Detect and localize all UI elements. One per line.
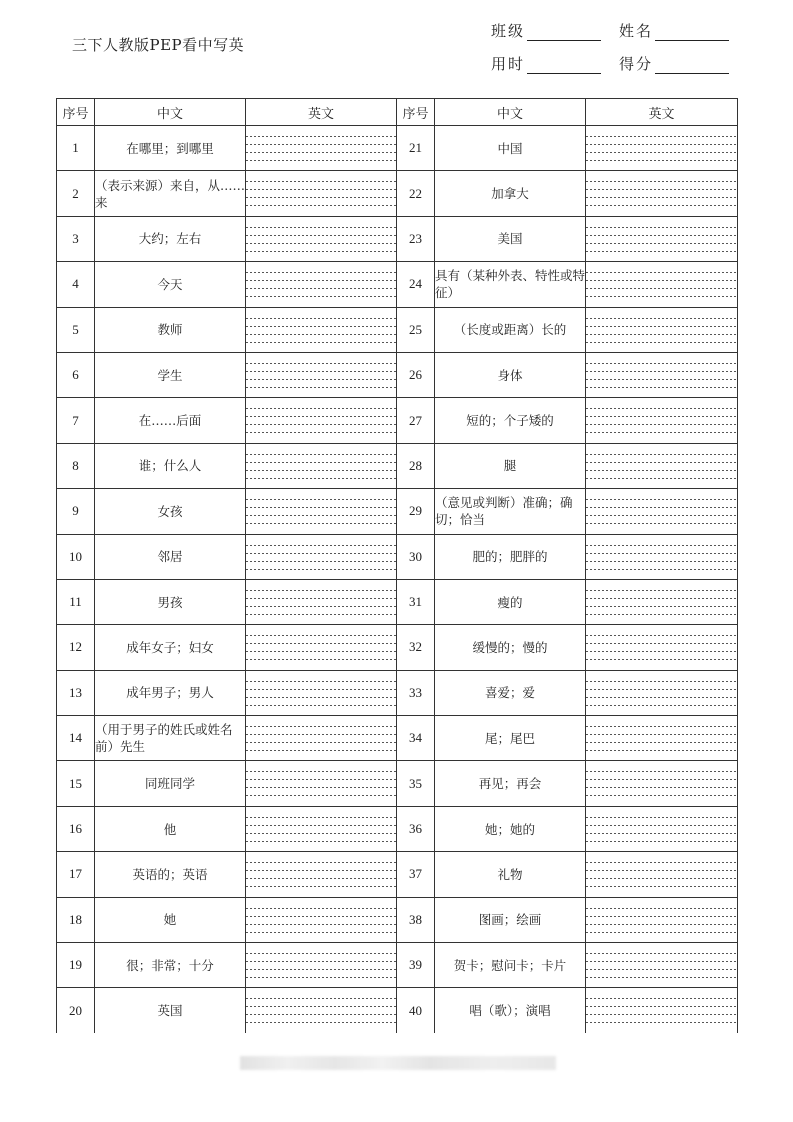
english-answer-blank[interactable]: [586, 806, 738, 851]
row-number: 10: [57, 534, 95, 579]
chinese-word: 图画；绘画: [435, 897, 586, 942]
chinese-word: 大约；左右: [95, 216, 246, 261]
english-answer-blank[interactable]: [246, 943, 397, 988]
row-number: 3: [57, 216, 95, 261]
chinese-word: 短的；个子矮的: [435, 398, 586, 443]
english-answer-blank[interactable]: [586, 126, 738, 171]
col-header-english: 英文: [246, 99, 397, 126]
row-number: 25: [397, 307, 435, 352]
chinese-word: 喜爱；爱: [435, 670, 586, 715]
chinese-word: 她；她的: [435, 806, 586, 851]
table-row: [57, 171, 738, 216]
row-number: 8: [57, 443, 95, 488]
chinese-word: 很；非常；十分: [95, 943, 246, 988]
table-row: [57, 716, 738, 761]
table-row: [57, 216, 738, 261]
row-number: 13: [57, 670, 95, 715]
row-number: 26: [397, 352, 435, 397]
table-row: [57, 579, 738, 624]
row-number: 2: [57, 171, 95, 216]
chinese-word: （长度或距离）长的: [435, 307, 586, 352]
row-number: 37: [397, 852, 435, 897]
chinese-word: 今天: [95, 262, 246, 307]
score-label: 得分: [619, 55, 654, 73]
row-number: 16: [57, 806, 95, 851]
table-row: [57, 670, 738, 715]
english-answer-blank[interactable]: [246, 489, 397, 534]
chinese-word: 腿: [435, 443, 586, 488]
english-answer-blank[interactable]: [246, 443, 397, 488]
english-answer-blank[interactable]: [246, 216, 397, 261]
english-answer-blank[interactable]: [586, 716, 738, 761]
english-answer-blank[interactable]: [586, 897, 738, 942]
table-row: [57, 307, 738, 352]
chinese-word: 在哪里；到哪里: [95, 126, 246, 171]
english-answer-blank[interactable]: [246, 897, 397, 942]
chinese-word: （用于男子的姓氏或姓名前）先生: [95, 716, 246, 761]
english-answer-blank[interactable]: [586, 443, 738, 488]
score-field: [619, 53, 729, 74]
english-answer-blank[interactable]: [246, 262, 397, 307]
table-row: [57, 352, 738, 397]
chinese-word: 英语的；英语: [95, 852, 246, 897]
chinese-word: 他: [95, 806, 246, 851]
english-answer-blank[interactable]: [246, 171, 397, 216]
row-number: 40: [397, 988, 435, 1033]
vocab-table: [56, 98, 738, 1033]
time-blank[interactable]: [527, 57, 601, 74]
table-row: [57, 897, 738, 942]
blurred-footer: [240, 1056, 556, 1070]
col-header-num: 序号: [397, 99, 435, 126]
row-number: 38: [397, 897, 435, 942]
row-number: 11: [57, 579, 95, 624]
english-answer-blank[interactable]: [586, 534, 738, 579]
name-field: [619, 20, 729, 41]
english-answer-blank[interactable]: [586, 352, 738, 397]
row-number: 18: [57, 897, 95, 942]
chinese-word: 身体: [435, 352, 586, 397]
chinese-word: 教师: [95, 307, 246, 352]
table-row: [57, 126, 738, 171]
english-answer-blank[interactable]: [586, 852, 738, 897]
english-answer-blank[interactable]: [586, 171, 738, 216]
table-row: [57, 398, 738, 443]
col-header-chinese: 中文: [435, 99, 586, 126]
row-number: 29: [397, 489, 435, 534]
row-number: 24: [397, 262, 435, 307]
english-answer-blank[interactable]: [586, 262, 738, 307]
row-number: 14: [57, 716, 95, 761]
row-number: 22: [397, 171, 435, 216]
english-answer-blank[interactable]: [586, 943, 738, 988]
chinese-word: 在……后面: [95, 398, 246, 443]
english-answer-blank[interactable]: [246, 126, 397, 171]
header-row: [57, 99, 738, 126]
row-number: 35: [397, 761, 435, 806]
time-label: 用时: [491, 55, 526, 73]
english-answer-blank[interactable]: [246, 398, 397, 443]
table-row: [57, 943, 738, 988]
time-field: [491, 53, 601, 74]
english-answer-blank[interactable]: [246, 806, 397, 851]
chinese-word: 成年男子；男人: [95, 670, 246, 715]
row-number: 39: [397, 943, 435, 988]
class-blank[interactable]: [527, 24, 601, 41]
row-number: 5: [57, 307, 95, 352]
english-answer-blank[interactable]: [586, 216, 738, 261]
english-answer-blank[interactable]: [246, 534, 397, 579]
chinese-word: （意见或判断）准确；确切；恰当: [435, 489, 586, 534]
table-row: [57, 806, 738, 851]
row-number: 17: [57, 852, 95, 897]
table-row: [57, 761, 738, 806]
chinese-word: 中国: [435, 126, 586, 171]
chinese-word: 女孩: [95, 489, 246, 534]
chinese-word: 英国: [95, 988, 246, 1033]
english-answer-blank[interactable]: [586, 625, 738, 670]
name-label: 姓名: [619, 22, 654, 40]
row-number: 1: [57, 126, 95, 171]
table-row: [57, 489, 738, 534]
row-number: 34: [397, 716, 435, 761]
chinese-word: 成年女子；妇女: [95, 625, 246, 670]
score-blank[interactable]: [655, 57, 729, 74]
row-number: 33: [397, 670, 435, 715]
table-row: [57, 988, 738, 1033]
chinese-word: （表示来源）来自，从……来: [95, 171, 246, 216]
col-header-chinese: 中文: [95, 99, 246, 126]
english-answer-blank[interactable]: [586, 489, 738, 534]
col-header-english: 英文: [586, 99, 738, 126]
english-answer-blank[interactable]: [246, 988, 397, 1033]
row-number: 4: [57, 262, 95, 307]
row-number: 23: [397, 216, 435, 261]
chinese-word: 贺卡；慰问卡；卡片: [435, 943, 586, 988]
row-number: 20: [57, 988, 95, 1033]
english-answer-blank[interactable]: [586, 579, 738, 624]
chinese-word: 同班同学: [95, 761, 246, 806]
chinese-word: 肥的；肥胖的: [435, 534, 586, 579]
col-header-num: 序号: [57, 99, 95, 126]
row-number: 15: [57, 761, 95, 806]
table-row: [57, 534, 738, 579]
page-title: 三下人教版PEP看中写英: [72, 36, 245, 54]
chinese-word: 邻居: [95, 534, 246, 579]
row-number: 6: [57, 352, 95, 397]
chinese-word: 缓慢的；慢的: [435, 625, 586, 670]
row-number: 19: [57, 943, 95, 988]
chinese-word: 学生: [95, 352, 246, 397]
english-answer-blank[interactable]: [586, 307, 738, 352]
row-number: 30: [397, 534, 435, 579]
table-row: [57, 443, 738, 488]
chinese-word: 唱（歌）；演唱: [435, 988, 586, 1033]
english-answer-blank[interactable]: [246, 852, 397, 897]
row-number: 27: [397, 398, 435, 443]
english-answer-blank[interactable]: [246, 716, 397, 761]
english-answer-blank[interactable]: [246, 761, 397, 806]
row-number: 7: [57, 398, 95, 443]
english-answer-blank[interactable]: [586, 670, 738, 715]
class-field: [491, 20, 601, 41]
english-answer-blank[interactable]: [246, 670, 397, 715]
row-number: 21: [397, 126, 435, 171]
row-number: 32: [397, 625, 435, 670]
english-answer-blank[interactable]: [586, 988, 738, 1033]
chinese-word: 加拿大: [435, 171, 586, 216]
row-number: 28: [397, 443, 435, 488]
english-answer-blank[interactable]: [246, 352, 397, 397]
chinese-word: 她: [95, 897, 246, 942]
chinese-word: 尾；尾巴: [435, 716, 586, 761]
row-number: 36: [397, 806, 435, 851]
chinese-word: 具有（某种外表、特性或特征）: [435, 262, 586, 307]
chinese-word: 谁；什么人: [95, 443, 246, 488]
chinese-word: 礼物: [435, 852, 586, 897]
class-label: 班级: [491, 22, 526, 40]
row-number: 31: [397, 579, 435, 624]
row-number: 9: [57, 489, 95, 534]
table-row: [57, 262, 738, 307]
name-blank[interactable]: [655, 24, 729, 41]
table-row: [57, 625, 738, 670]
english-answer-blank[interactable]: [246, 579, 397, 624]
chinese-word: 美国: [435, 216, 586, 261]
chinese-word: 再见；再会: [435, 761, 586, 806]
english-answer-blank[interactable]: [246, 625, 397, 670]
english-answer-blank[interactable]: [586, 761, 738, 806]
chinese-word: 瘦的: [435, 579, 586, 624]
row-number: 12: [57, 625, 95, 670]
table-row: [57, 852, 738, 897]
chinese-word: 男孩: [95, 579, 246, 624]
english-answer-blank[interactable]: [246, 307, 397, 352]
english-answer-blank[interactable]: [586, 398, 738, 443]
